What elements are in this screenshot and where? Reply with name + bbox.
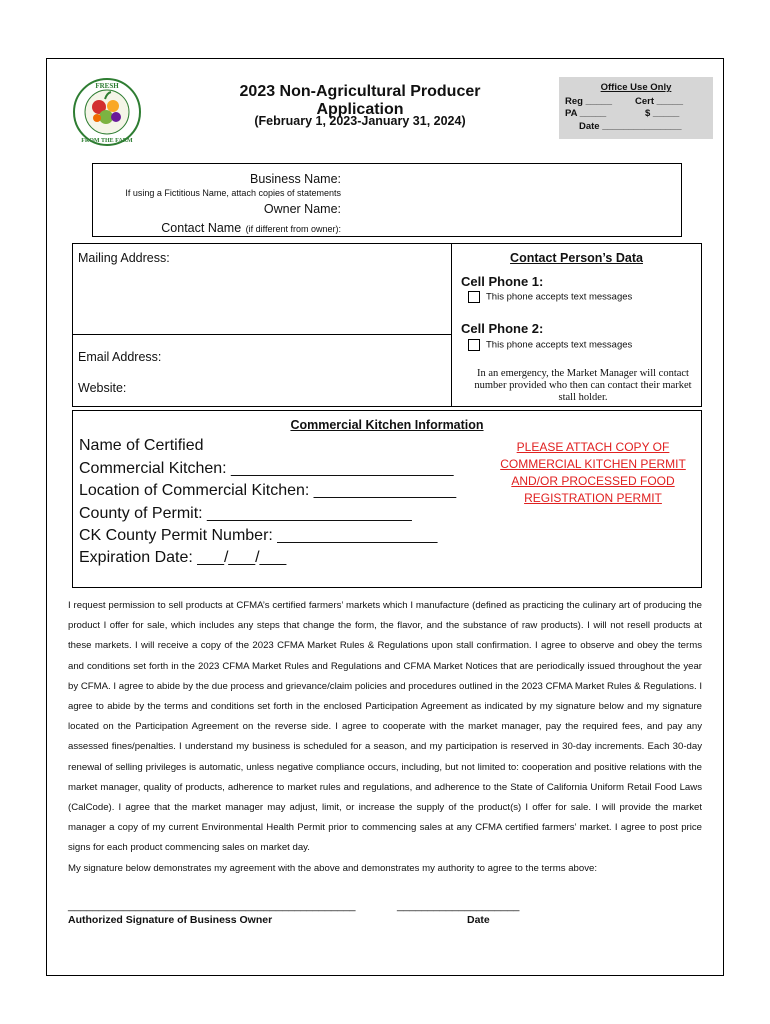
cell-phone-2-text-checkbox[interactable] xyxy=(468,339,480,351)
attach-permit-line-1: PLEASE ATTACH COPY OF xyxy=(516,440,670,454)
attach-permit-line-2: COMMERCIAL KITCHEN PERMIT xyxy=(500,457,686,471)
mailing-address-label[interactable]: Mailing Address: xyxy=(78,251,170,265)
agreement-closing: My signature below demonstrates my agreement with the above and demonstrates my authority to agree to the terms above: xyxy=(68,862,597,874)
cell-phone-2-text-label: This phone accepts text messages xyxy=(486,339,633,351)
date-line[interactable]: ____________________ xyxy=(397,900,520,912)
agreement-paragraph: I request permission to sell products at CFMA’s certified farmers’ markets which I manufacture (defined as practicing the culinary art of producing the product I offer for sale, which includes any steps that change the form, the flavor, and the substance of raw products). I will not resell products at these markets. I will receive a copy of the 2023 CFMA Market Rules & Regulations upon stall confirmation. I agree to observe and obey the terms and conditions set forth in the 2023 CFMA Market Rules and Regulations and CFMA Market Notices that are periodically issued throughout the year by CFMA. I agree to abide by the due process and grievance/claim policies and procedures outlined in the 2023 CFMA Market Rules & Regulations. I agree to abide by the terms and conditions set forth in the enclosed Participation Agreement as indicated by my signature below and my signature located on the Participation Agreement on the reverse side. I agree to cooperate with the market manager, pay the required fees, and pay any assessed fines/penalties. I understand my business is scheduled for a season, and my participation is reserved in 30-day increments. Each 30-day renewal of selling privileges is automatic, unless negative compliance occurs, including, but not limited to: cooperation and positive relations with the market manager, quality of products, adherence to market rules and regulations, and adherence to the State of California Uniform Retail Food Laws (CalCode). I agree that the market manager may adjust, limit, or increase the supply of the product(s) I offer for sale. I will provide the market manager a copy of my current Environmental Health Permit prior to commencing sales at any CFMA certified farmers’ market. I agree to post price signs for each product commencing sales on market day. xyxy=(68,600,702,854)
signature-label: Authorized Signature of Business Owner xyxy=(68,914,273,926)
cell-phone-1-text-option[interactable] xyxy=(468,291,632,303)
kitchen-location-field[interactable]: Location of Commercial Kitchen: ________________ xyxy=(79,482,457,499)
expiration-date-field[interactable]: Expiration Date: ___/___/___ xyxy=(79,549,287,566)
contact-name-label: Contact Name xyxy=(161,221,242,235)
signature-line[interactable]: _______________________________________________ xyxy=(68,900,356,912)
owner-name-label[interactable]: Owner Name: xyxy=(263,202,341,216)
ck-county-permit-number-field[interactable]: CK County Permit Number: __________________ xyxy=(79,527,438,544)
address-divider xyxy=(73,334,451,335)
commercial-kitchen-heading: Commercial Kitchen Information xyxy=(290,418,484,432)
cell-phone-2-label[interactable]: Cell Phone 2: xyxy=(461,321,544,336)
office-use-box xyxy=(559,77,713,139)
cell-phone-1-text-label: This phone accepts text messages xyxy=(486,291,633,303)
logo-top-text: FRESH xyxy=(95,82,119,90)
emergency-note: In an emergency, the Market Manager will contact number provided who then can contact their market stall holder. xyxy=(474,368,692,403)
commercial-kitchen-box xyxy=(72,410,702,588)
agreement-text xyxy=(68,596,702,879)
form-title: 2023 Non-Agricultural Producer Application xyxy=(239,83,481,118)
email-address-label[interactable]: Email Address: xyxy=(78,350,162,364)
office-reg: Reg _____ xyxy=(565,96,613,107)
logo-bottom-text: FROM THE FARM xyxy=(81,138,133,144)
office-cert: Cert _____ xyxy=(635,96,684,107)
cell-phone-2-text-option[interactable] xyxy=(468,339,632,351)
commercial-kitchen-field[interactable]: Commercial Kitchen: _________________________ xyxy=(79,460,454,477)
business-info-box xyxy=(92,163,682,237)
contact-person-box xyxy=(452,243,702,407)
fictitious-name-note: If using a Fictitious Name, attach copies of statements xyxy=(125,188,341,198)
office-pa: PA _____ xyxy=(565,108,607,119)
contact-name-note: (if different from owner): xyxy=(245,224,341,234)
website-label[interactable]: Website: xyxy=(78,381,127,395)
business-name-label[interactable]: Business Name: xyxy=(249,172,341,186)
attach-permit-line-3: AND/OR PROCESSED FOOD xyxy=(511,474,675,488)
fresh-from-the-farm-logo xyxy=(72,77,142,147)
office-dollar: $ _____ xyxy=(645,108,680,119)
cell-phone-1-text-checkbox[interactable] xyxy=(468,291,480,303)
cell-phone-1-label[interactable]: Cell Phone 1: xyxy=(461,274,544,289)
certified-kitchen-name-label: Name of Certified xyxy=(79,437,204,454)
attach-permit-line-4: REGISTRATION PERMIT xyxy=(524,491,662,505)
form-subtitle: (February 1, 2023-January 31, 2024) xyxy=(254,114,466,128)
office-date: Date _______________ xyxy=(579,121,682,132)
contact-heading: Contact Person’s Data xyxy=(510,251,643,265)
date-label: Date xyxy=(467,914,490,926)
contact-name-row[interactable] xyxy=(161,219,341,237)
county-of-permit-field[interactable]: County of Permit: _______________________ xyxy=(79,505,412,522)
office-use-heading: Office Use Only xyxy=(600,82,672,93)
address-box xyxy=(72,243,452,407)
